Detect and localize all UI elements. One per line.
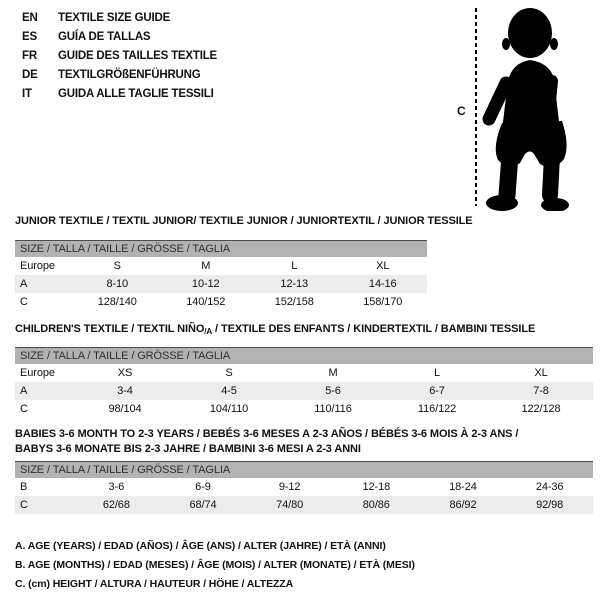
height-dashed-line [475,8,477,206]
section-title-text: CHILDREN'S TEXTILE / TEXTIL NIÑO [15,323,205,335]
table-cell: C [20,295,28,308]
section-title-text: / TEXTILE DES ENFANTS / KINDERTEXTIL / BAMBINI TESSILE [212,323,536,335]
table-cell: C [20,402,28,415]
table-cell: 92/98 [536,498,564,511]
language-code: FR [22,49,37,62]
table-row [15,257,427,275]
table-cell: B [20,480,28,493]
table-cell: A [20,277,28,290]
table-cell: 8-10 [106,277,129,290]
size-table-children [15,347,593,418]
table-cell: 6-7 [429,384,445,397]
table-row [15,382,593,400]
section-title-children [15,322,535,339]
table-cell: S [113,259,121,272]
language-code: DE [22,68,38,81]
table-cell: 158/170 [363,295,403,308]
table-cell: 3-6 [108,480,125,493]
table-cell: 80/86 [362,498,390,511]
table-cell: 7-8 [533,384,549,397]
height-measure-label: C [457,104,466,118]
language-title: GUIDE DES TAILLES TEXTILE [58,49,217,62]
language-row-de [22,65,217,84]
table-cell: 74/80 [276,498,304,511]
table-cell: 12-13 [280,277,309,290]
table-cell: 86/92 [449,498,477,511]
language-code: ES [22,30,37,43]
section-title-line2: BABYS 3-6 MONATE BIS 2-3 JAHRE / BAMBINI 3-6 MESI A 2-3 ANNI [15,443,361,455]
table-cell: XL [376,259,390,272]
section-title-junior: JUNIOR TEXTILE / TEXTIL JUNIOR/ TEXTILE JUNIOR / JUNIORTEXTIL / JUNIOR TESSILE [15,215,473,227]
table-cell: 14-16 [368,277,397,290]
language-list [22,8,217,103]
table-cell: L [433,366,441,379]
table-cell: 10-12 [191,277,220,290]
language-title: GUIDA ALLE TAGLIE TESSILI [58,87,214,100]
table-row [15,478,593,496]
table-cell: 116/122 [417,402,457,415]
language-row-es [22,27,217,46]
table-cell: 5-6 [325,384,341,397]
table-cell: C [20,498,28,511]
table-cell: 98/104 [108,402,142,415]
note-age-months: B. AGE (MONTHS) / EDAD (MESES) / ÂGE (MOIS) / ALTER (MONATE) / ETÀ (MESI) [15,559,415,571]
table-row [15,275,427,293]
table-cell: XS [117,366,133,379]
table-cell: 12-18 [362,480,391,493]
table-row [15,364,593,382]
table-cell: 152/158 [274,295,314,308]
note-height-cm: C. (cm) HEIGHT / ALTURA / HAUTEUR / HÖHE / ALTEZZA [15,578,294,590]
table-cell: Europe [20,259,55,272]
table-cell: 68/74 [189,498,217,511]
table-row [15,496,593,514]
table-cell: 110/116 [314,402,352,415]
size-header-bar: SIZE / TALLA / TAILLE / GRÖSSE / TAGLIA [15,241,427,257]
table-cell: M [201,259,211,272]
table-cell: A [20,384,28,397]
language-title: TEXTILE SIZE GUIDE [58,11,171,24]
section-title-line1: BABIES 3-6 MONTH TO 2-3 YEARS / BEBÉS 3-6 MESES A 2-3 AÑOS / BÉBÉS 3-6 MOIS À 2-3 ANS / [15,428,519,440]
legend-notes [15,537,415,594]
table-cell: 9-12 [278,480,301,493]
table-cell: 18-24 [449,480,477,493]
language-row-it [22,84,217,103]
language-title: GUÍA DE TALLAS [58,30,151,43]
table-cell: 3-4 [117,384,133,397]
table-cell: 128/140 [97,295,137,308]
language-title: TEXTILGRÖßENFÜHRUNG [58,68,201,81]
section-title-subscript: /A [204,327,213,336]
table-cell: 6-9 [195,480,211,493]
table-cell: 24-36 [535,480,564,493]
language-row-en [22,8,217,27]
language-code: EN [22,11,38,24]
size-table-junior [15,240,427,311]
section-title-babies [15,427,518,457]
table-cell: Europe [20,366,55,379]
table-cell: 4-5 [221,384,237,397]
size-header-bar: SIZE / TALLA / TAILLE / GRÖSSE / TAGLIA [15,348,593,364]
table-cell: M [328,366,338,379]
size-header-bar: SIZE / TALLA / TAILLE / GRÖSSE / TAGLIA [15,462,593,478]
table-cell: S [225,366,233,379]
table-cell: 62/68 [102,498,130,511]
table-row [15,400,593,418]
language-row-fr [22,46,217,65]
table-cell: 122/128 [521,402,561,415]
size-table-babies [15,461,593,514]
note-age-years: A. AGE (YEARS) / EDAD (AÑOS) / ÂGE (ANS) / ALTER (JAHRE) / ETÀ (ANNI) [15,540,386,552]
table-row [15,293,427,311]
table-cell: XL [534,366,548,379]
table-cell: 104/110 [209,402,249,415]
table-cell: L [291,259,298,272]
language-code: IT [22,87,32,100]
toddler-silhouette-icon [482,5,578,211]
table-cell: 140/152 [186,295,226,308]
